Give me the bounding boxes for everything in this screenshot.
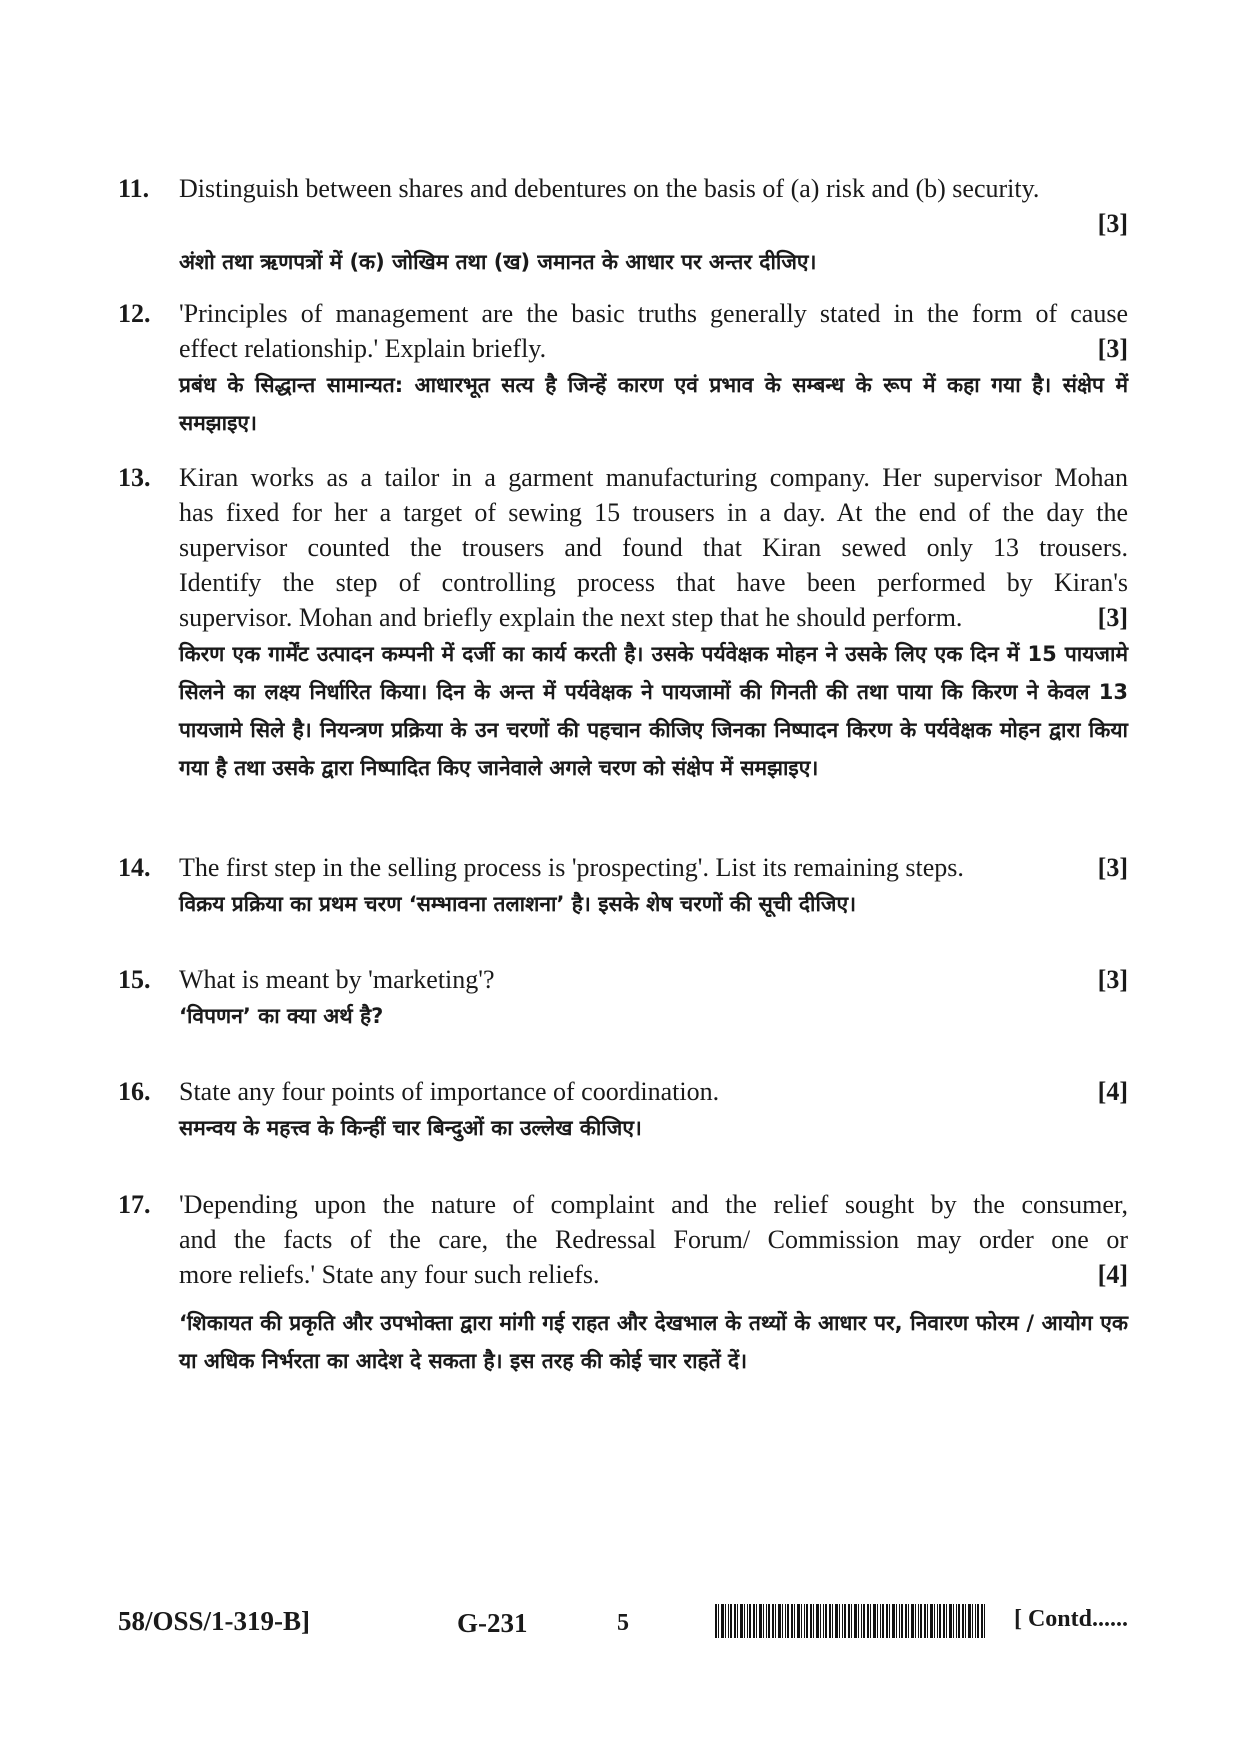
question-body [179, 296, 1128, 442]
question-number: 15. [118, 965, 151, 994]
question-number: 16. [118, 1077, 151, 1106]
question-text-en-line: State any four points of importance of coordination. [179, 1077, 720, 1106]
barcode-icon [715, 1604, 987, 1638]
question-text-en-line: Kiran works as a tailor in a garment manufacturing company. Her supervisor Mohan [179, 463, 1128, 492]
question-13 [118, 460, 1128, 787]
question-text-en-line: and the facts of the care, the Redressal Forum/ Commission may order one or [179, 1225, 1128, 1254]
question-text-en-line: effect relationship.' Explain briefly. [179, 334, 547, 363]
question-text-en-line: The first step in the selling process is 'prospecting'. List its remaining steps. [179, 853, 964, 882]
question-marks: [3] [1097, 603, 1128, 632]
question-body [179, 850, 1128, 923]
question-text-hi: ‘विपणन’ का क्या अर्थ है? [179, 1004, 384, 1028]
question-text-en-last-line [179, 1074, 1128, 1109]
question-text-en-line: more reliefs.' State any four such reliefs. [179, 1260, 600, 1289]
question-text-hi: प्रबंध के सिद्धान्त सामान्यत: आधारभूत सत्य है जिन्हें कारण एवं प्रभाव के सम्बन्ध के रूप में कहा गया है। संक्षेप में समझाइए। [179, 373, 1128, 435]
question-text-en-line: Identify the step of controlling process that have been performed by Kiran's [179, 568, 1128, 597]
question-text-en-line: 'Principles of management are the basic truths generally stated in the form of cause [179, 299, 1128, 328]
question-17 [118, 1187, 1128, 1380]
question-number: 14. [118, 853, 151, 882]
paper-series: G-231 [457, 1608, 528, 1638]
question-text-hi: अंशो तथा ऋणपत्रों में (क) जोखिम तथा (ख) जमानत के आधार पर अन्तर दीजिए। [179, 250, 817, 274]
question-text-en-line: 'Depending upon the nature of complaint and the relief sought by the consumer, [179, 1190, 1128, 1219]
question-number: 17. [118, 1190, 151, 1219]
marks-line [179, 206, 1128, 241]
question-marks: [4] [1097, 1077, 1128, 1106]
continued-label: [ Contd...... [1013, 1606, 1128, 1632]
question-text-hi: किरण एक गार्मेंट उत्पादन कम्पनी में दर्जी का कार्य करती है। उसके पर्यवेक्षक मोहन ने उसके लिए एक दिन में 15 पायजामे सिलने का लक्ष्य निर्धारित किया। दिन के अन्त में पर्यवेक्षक ने पायजामों की गिनती की तथा पाया कि किरण ने केवल 13 पायजामे सिले है। नियन्त्रण प्रक्रिया के उन चरणों की पहचान कीजिए जिनका निष्पादन किरण के पर्यवेक्षक मोहन द्वारा किया गया है तथा उसके द्वारा निष्पादित किए जानेवाले अगले चरण को संक्षेप में समझाइए। [179, 642, 1128, 780]
question-14 [118, 850, 1128, 923]
question-number: 13. [118, 463, 151, 492]
question-text-en-last-line [179, 850, 1128, 885]
question-body [179, 1074, 1128, 1147]
paper-code: 58/OSS/1-319-B] [118, 1606, 311, 1636]
page-number: 5 [617, 1610, 629, 1636]
question-text-hi: ‘शिकायत की प्रकृति और उपभोक्ता द्वारा मांगी गई राहत और देखभाल के तथ्यों के आधार पर, निवारण फोरम / आयोग एक या अधिक निर्भरता का आदेश दे सकता है। इस तरह की कोई चार राहतें दें। [179, 1311, 1128, 1373]
question-body [179, 1187, 1128, 1380]
question-text-en-last-line [179, 600, 1128, 635]
question-text-en-line: What is meant by 'marketing'? [179, 965, 495, 994]
question-marks: [3] [1097, 209, 1128, 238]
question-number: 12. [118, 299, 151, 328]
question-body [179, 460, 1128, 787]
question-number: 11. [118, 174, 150, 203]
question-15 [118, 962, 1128, 1035]
question-text-hi: विक्रय प्रक्रिया का प्रथम चरण ‘सम्भावना तलाशना’ है। इसके शेष चरणों की सूची दीजिए। [179, 892, 857, 916]
question-text-en-last-line [179, 1257, 1128, 1292]
question-marks: [4] [1097, 1260, 1128, 1289]
question-text-en-last-line [179, 962, 1128, 997]
question-12 [118, 296, 1128, 442]
question-16 [118, 1074, 1128, 1147]
question-text-hi: समन्वय के महत्त्व के किन्हीं चार बिन्दुओं का उल्लेख कीजिए। [179, 1116, 642, 1140]
question-body [179, 171, 1128, 281]
question-text-en-line: supervisor. Mohan and briefly explain the next step that he should perform. [179, 603, 963, 632]
question-11 [118, 171, 1128, 281]
question-body [179, 962, 1128, 1035]
question-text-en-last-line [179, 331, 1128, 366]
question-text-en-line: supervisor counted the trousers and found that Kiran sewed only 13 trousers. [179, 533, 1128, 562]
question-marks: [3] [1097, 965, 1128, 994]
question-marks: [3] [1097, 334, 1128, 363]
page-footer [118, 1598, 1128, 1648]
question-text-en: Distinguish between shares and debentures on the basis of (a) risk and (b) security. [179, 174, 1040, 203]
question-text-en-line: has fixed for her a target of sewing 15 trousers in a day. At the end of the day the [179, 498, 1128, 527]
question-marks: [3] [1097, 853, 1128, 882]
